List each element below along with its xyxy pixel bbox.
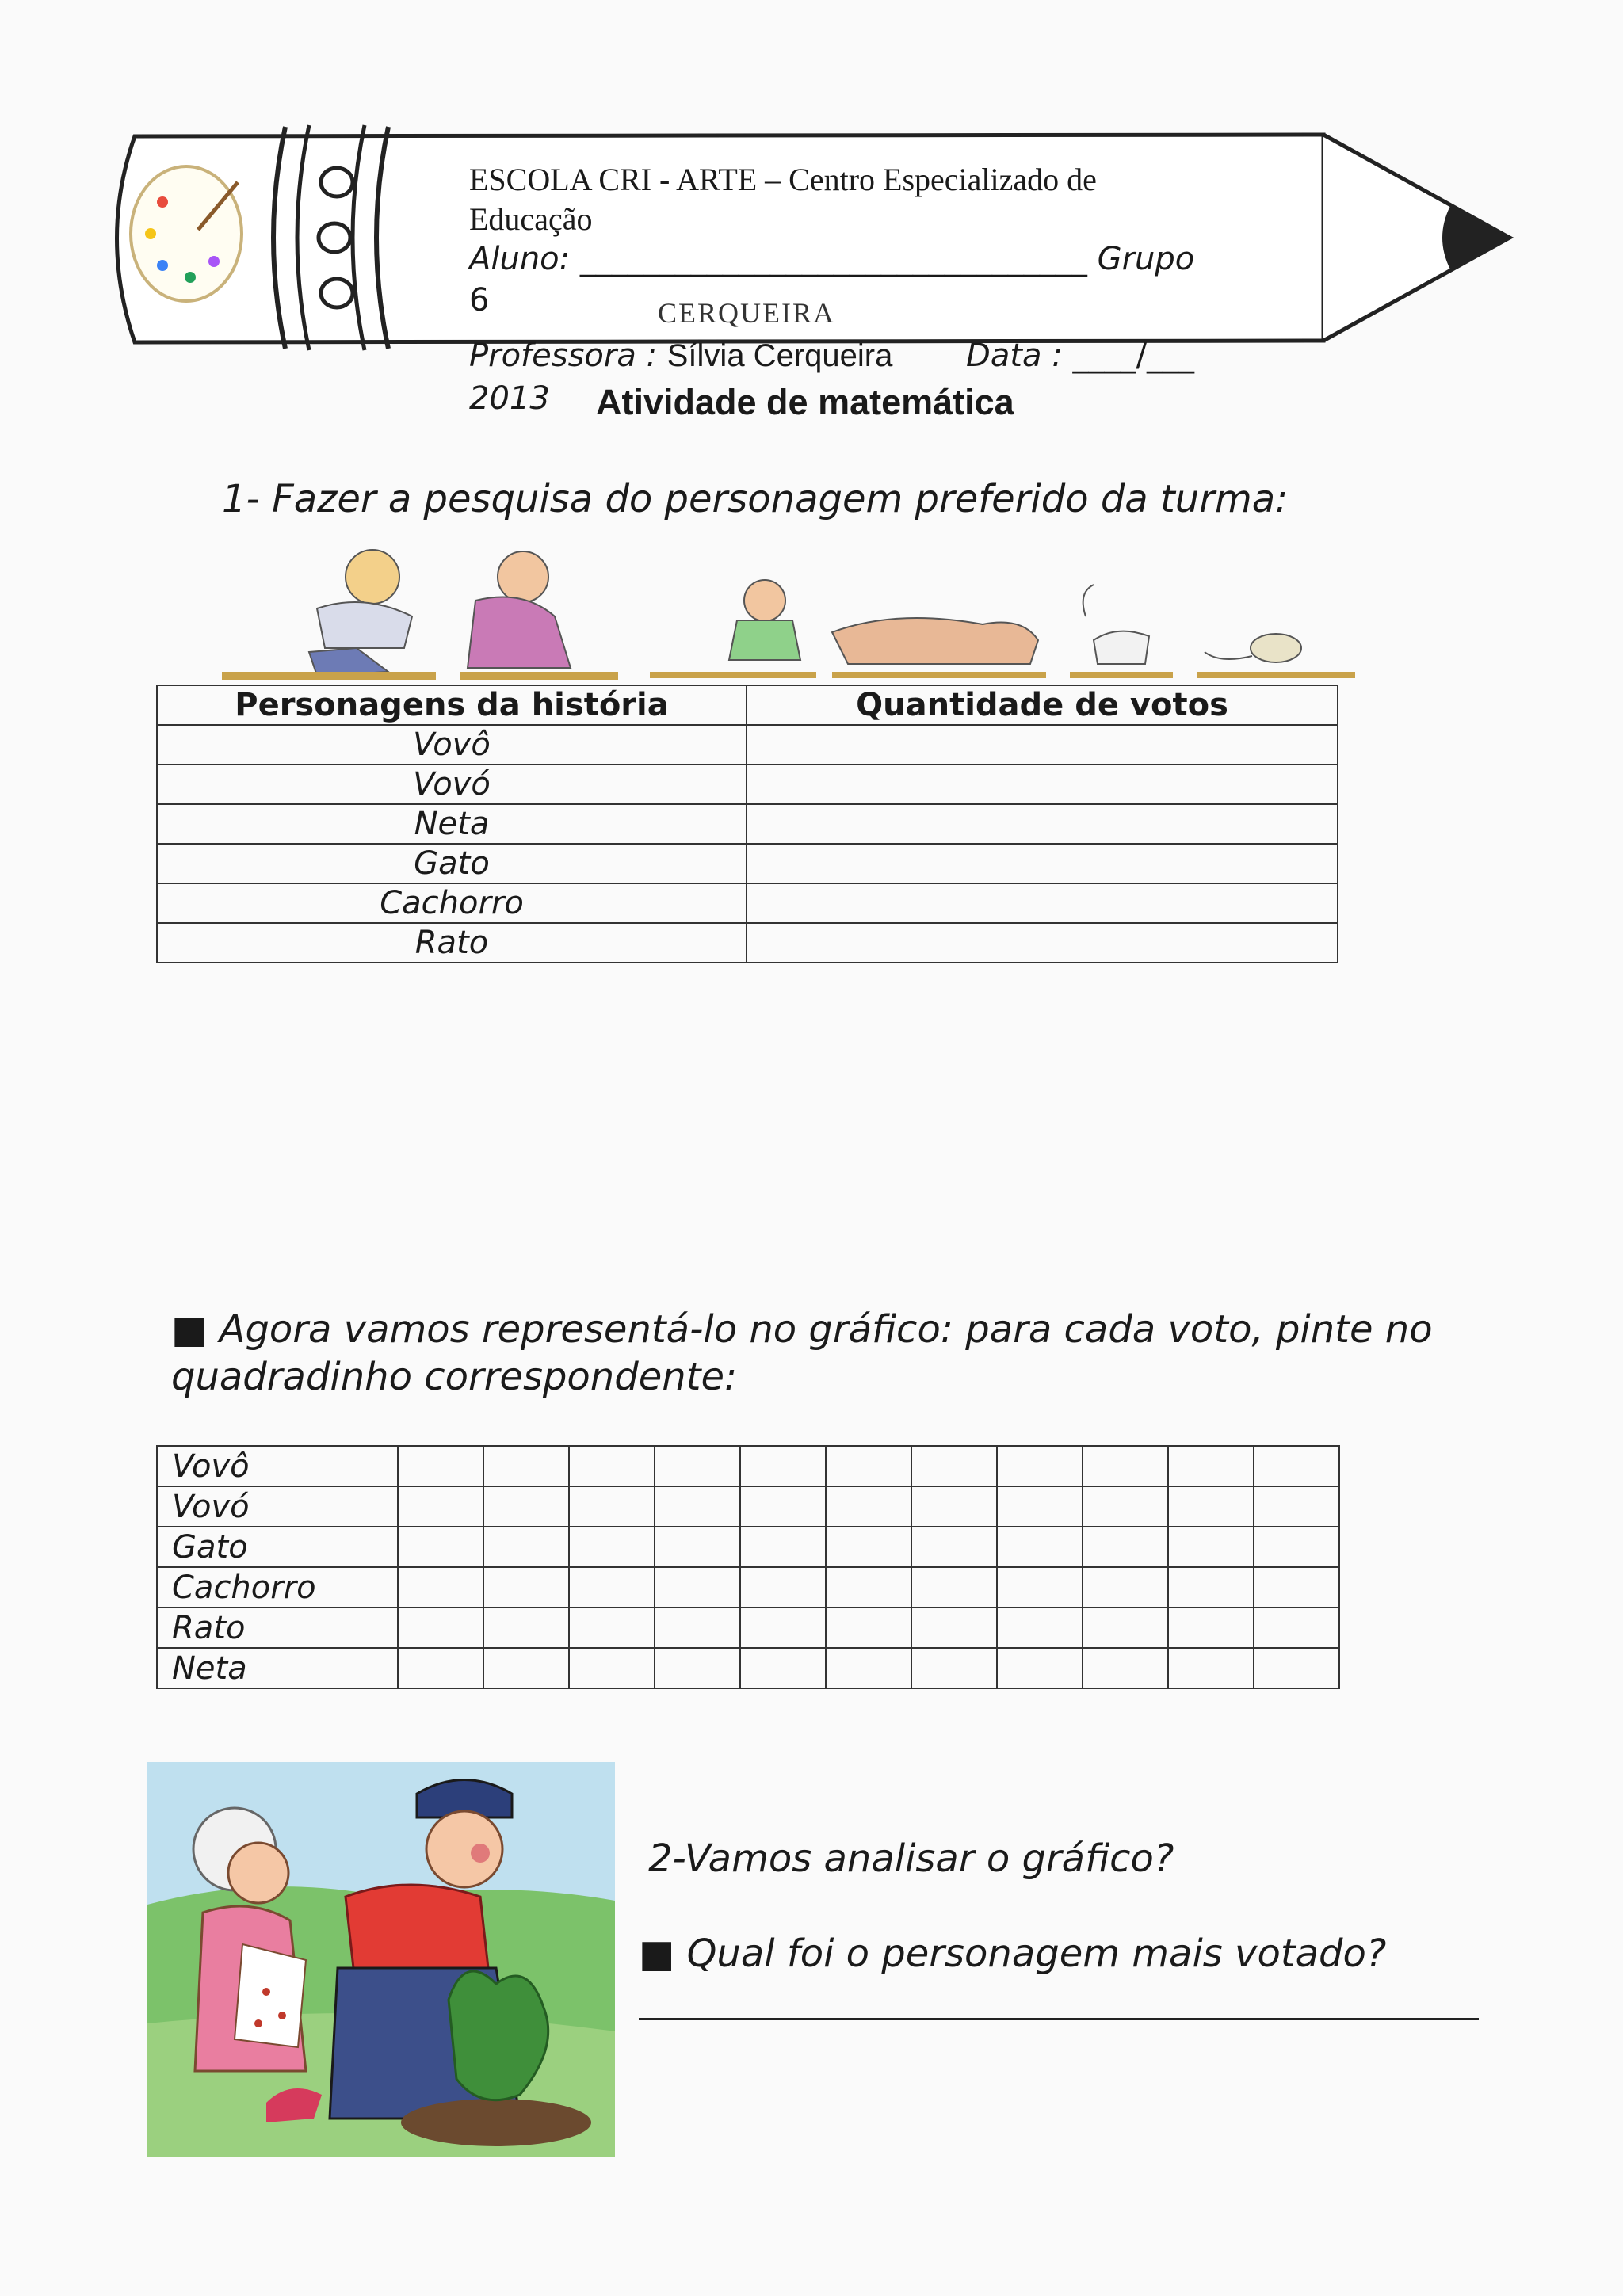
graph-grid bbox=[156, 1445, 1340, 1689]
graph-cell[interactable] bbox=[398, 1567, 483, 1608]
table-row bbox=[157, 804, 1338, 844]
graph-row bbox=[157, 1486, 1339, 1527]
character-name: Gato bbox=[157, 844, 747, 883]
graph-cell[interactable] bbox=[740, 1527, 826, 1567]
graph-cell[interactable] bbox=[398, 1608, 483, 1648]
character-name: Neta bbox=[157, 804, 747, 844]
graph-cell[interactable] bbox=[997, 1486, 1083, 1527]
graph-cell[interactable] bbox=[1254, 1608, 1339, 1648]
activity-title: Atividade de matemática bbox=[596, 382, 1014, 422]
graph-cell[interactable] bbox=[398, 1648, 483, 1688]
grupo-value: 6 bbox=[469, 282, 490, 318]
graph-cell[interactable] bbox=[997, 1608, 1083, 1648]
table-row bbox=[157, 844, 1338, 883]
graph-cell[interactable] bbox=[569, 1648, 655, 1688]
graph-cell[interactable] bbox=[826, 1567, 911, 1608]
ghost-text bbox=[658, 293, 835, 311]
grandma-figure bbox=[460, 551, 618, 680]
graph-cell[interactable] bbox=[826, 1608, 911, 1648]
graph-cell[interactable] bbox=[997, 1648, 1083, 1688]
graph-cell[interactable] bbox=[911, 1486, 997, 1527]
graph-cell[interactable] bbox=[483, 1648, 569, 1688]
header-characters: Personagens da história bbox=[157, 685, 747, 725]
professora-label: Professora : bbox=[469, 338, 658, 374]
graph-cell[interactable] bbox=[398, 1527, 483, 1567]
professora-name: Sílvia Cerqueira bbox=[666, 338, 893, 373]
cat-figure bbox=[1070, 585, 1173, 678]
graph-cell[interactable] bbox=[483, 1527, 569, 1567]
header-votes: Quantidade de votos bbox=[747, 685, 1338, 725]
graph-cell[interactable] bbox=[911, 1608, 997, 1648]
graph-cell[interactable] bbox=[483, 1567, 569, 1608]
graph-cell[interactable] bbox=[740, 1648, 826, 1688]
graph-cell[interactable] bbox=[569, 1608, 655, 1648]
graph-cell[interactable] bbox=[398, 1486, 483, 1527]
granddaughter-figure bbox=[650, 580, 816, 678]
graph-cell[interactable] bbox=[655, 1486, 740, 1527]
graph-cell[interactable] bbox=[569, 1527, 655, 1567]
graph-cell[interactable] bbox=[1254, 1446, 1339, 1486]
data-blank[interactable]: ____/___ bbox=[1072, 338, 1194, 374]
graph-cell[interactable] bbox=[1168, 1486, 1254, 1527]
character-name: Vovó bbox=[157, 765, 747, 804]
professora-line bbox=[469, 336, 1194, 376]
graph-cell[interactable] bbox=[1168, 1567, 1254, 1608]
graph-row-label: Rato bbox=[157, 1608, 398, 1648]
school-name: ESCOLA CRI - ARTE – Centro Especializado de bbox=[469, 162, 1097, 197]
graph-cell[interactable] bbox=[826, 1648, 911, 1688]
table-row bbox=[157, 725, 1338, 765]
graph-cell[interactable] bbox=[1254, 1527, 1339, 1567]
graph-cell[interactable] bbox=[1254, 1567, 1339, 1608]
grandparents-turnip-illustration bbox=[147, 1762, 615, 2157]
palette-logo-icon bbox=[119, 158, 254, 309]
dog-figure bbox=[832, 618, 1046, 678]
vote-count-cell[interactable] bbox=[747, 923, 1338, 963]
graph-cell[interactable] bbox=[911, 1527, 997, 1567]
grupo-label: Grupo bbox=[1097, 241, 1195, 277]
graph-cell[interactable] bbox=[655, 1567, 740, 1608]
graph-cell[interactable] bbox=[655, 1648, 740, 1688]
graph-cell[interactable] bbox=[826, 1527, 911, 1567]
table-row bbox=[157, 923, 1338, 963]
grandpa-figure bbox=[222, 550, 436, 680]
year: 2013 bbox=[469, 380, 550, 417]
graph-cell[interactable] bbox=[483, 1608, 569, 1648]
graph-cell[interactable] bbox=[997, 1567, 1083, 1608]
graph-cell[interactable] bbox=[483, 1486, 569, 1527]
graph-cell[interactable] bbox=[569, 1446, 655, 1486]
graph-cell[interactable] bbox=[1168, 1648, 1254, 1688]
question-2-sub: ■ Qual foi o personagem mais votado? bbox=[639, 1932, 1387, 1976]
graph-cell[interactable] bbox=[997, 1446, 1083, 1486]
character-name: Vovô bbox=[157, 725, 747, 765]
graph-cell[interactable] bbox=[1083, 1608, 1168, 1648]
graph-cell[interactable] bbox=[1083, 1446, 1168, 1486]
graph-cell[interactable] bbox=[1083, 1486, 1168, 1527]
graph-cell[interactable] bbox=[1083, 1527, 1168, 1567]
graph-instruction-line2: quadradinho correspondente: bbox=[171, 1355, 738, 1399]
aluno-blank[interactable]: ________________________________ bbox=[579, 241, 1087, 277]
graph-cell[interactable] bbox=[655, 1446, 740, 1486]
graph-instruction-line1: ■ Agora vamos representá-lo no gráfico: para cada voto, pinte no bbox=[171, 1307, 1433, 1352]
graph-cell[interactable] bbox=[1254, 1648, 1339, 1688]
aluno-line bbox=[469, 239, 1194, 279]
graph-cell[interactable] bbox=[483, 1446, 569, 1486]
graph-cell[interactable] bbox=[1168, 1527, 1254, 1567]
graph-cell[interactable] bbox=[911, 1567, 997, 1608]
graph-row-label: Cachorro bbox=[157, 1567, 398, 1608]
vote-count-cell[interactable] bbox=[747, 765, 1338, 804]
school-name-line2: Educação bbox=[469, 201, 593, 237]
graph-cell[interactable] bbox=[826, 1446, 911, 1486]
graph-row-label: Gato bbox=[157, 1527, 398, 1567]
vote-count-cell[interactable] bbox=[747, 804, 1338, 844]
mouse-figure bbox=[1197, 634, 1355, 678]
graph-cell[interactable] bbox=[1168, 1446, 1254, 1486]
graph-cell[interactable] bbox=[1254, 1486, 1339, 1527]
vote-count-cell[interactable] bbox=[747, 725, 1338, 765]
graph-cell[interactable] bbox=[740, 1446, 826, 1486]
graph-cell[interactable] bbox=[740, 1486, 826, 1527]
character-name: Rato bbox=[157, 923, 747, 963]
character-name: Cachorro bbox=[157, 883, 747, 923]
table-row bbox=[157, 765, 1338, 804]
data-label: Data : bbox=[966, 338, 1063, 374]
vote-table bbox=[156, 685, 1338, 963]
graph-cell[interactable] bbox=[826, 1486, 911, 1527]
answer-line[interactable] bbox=[639, 2018, 1479, 2020]
aluno-label: Aluno: bbox=[469, 241, 571, 277]
graph-cell[interactable] bbox=[911, 1648, 997, 1688]
graph-row-label: Vovó bbox=[157, 1486, 398, 1527]
graph-row bbox=[157, 1567, 1339, 1608]
graph-row bbox=[157, 1608, 1339, 1648]
graph-row-label: Neta bbox=[157, 1648, 398, 1688]
graph-cell[interactable] bbox=[911, 1446, 997, 1486]
graph-cell[interactable] bbox=[655, 1608, 740, 1648]
vote-table-header-row bbox=[157, 685, 1338, 725]
graph-row bbox=[157, 1527, 1339, 1567]
graph-row bbox=[157, 1446, 1339, 1486]
vote-count-cell[interactable] bbox=[747, 883, 1338, 923]
graph-cell[interactable] bbox=[569, 1567, 655, 1608]
graph-cell[interactable] bbox=[740, 1608, 826, 1648]
graph-row-label: Vovô bbox=[157, 1446, 398, 1486]
characters-illustration bbox=[222, 545, 1355, 685]
graph-cell[interactable] bbox=[1083, 1648, 1168, 1688]
table-row bbox=[157, 883, 1338, 923]
graph-cell[interactable] bbox=[740, 1567, 826, 1608]
graph-row bbox=[157, 1648, 1339, 1688]
question-2: 2-Vamos analisar o gráfico? bbox=[648, 1836, 1174, 1881]
graph-cell[interactable] bbox=[655, 1527, 740, 1567]
graph-cell[interactable] bbox=[1083, 1567, 1168, 1608]
graph-cell[interactable] bbox=[1168, 1608, 1254, 1648]
graph-cell[interactable] bbox=[569, 1486, 655, 1527]
graph-cell[interactable] bbox=[398, 1446, 483, 1486]
question-1: 1- Fazer a pesquisa do personagem preferido da turma: bbox=[222, 477, 1289, 521]
vote-count-cell[interactable] bbox=[747, 844, 1338, 883]
graph-cell[interactable] bbox=[997, 1527, 1083, 1567]
